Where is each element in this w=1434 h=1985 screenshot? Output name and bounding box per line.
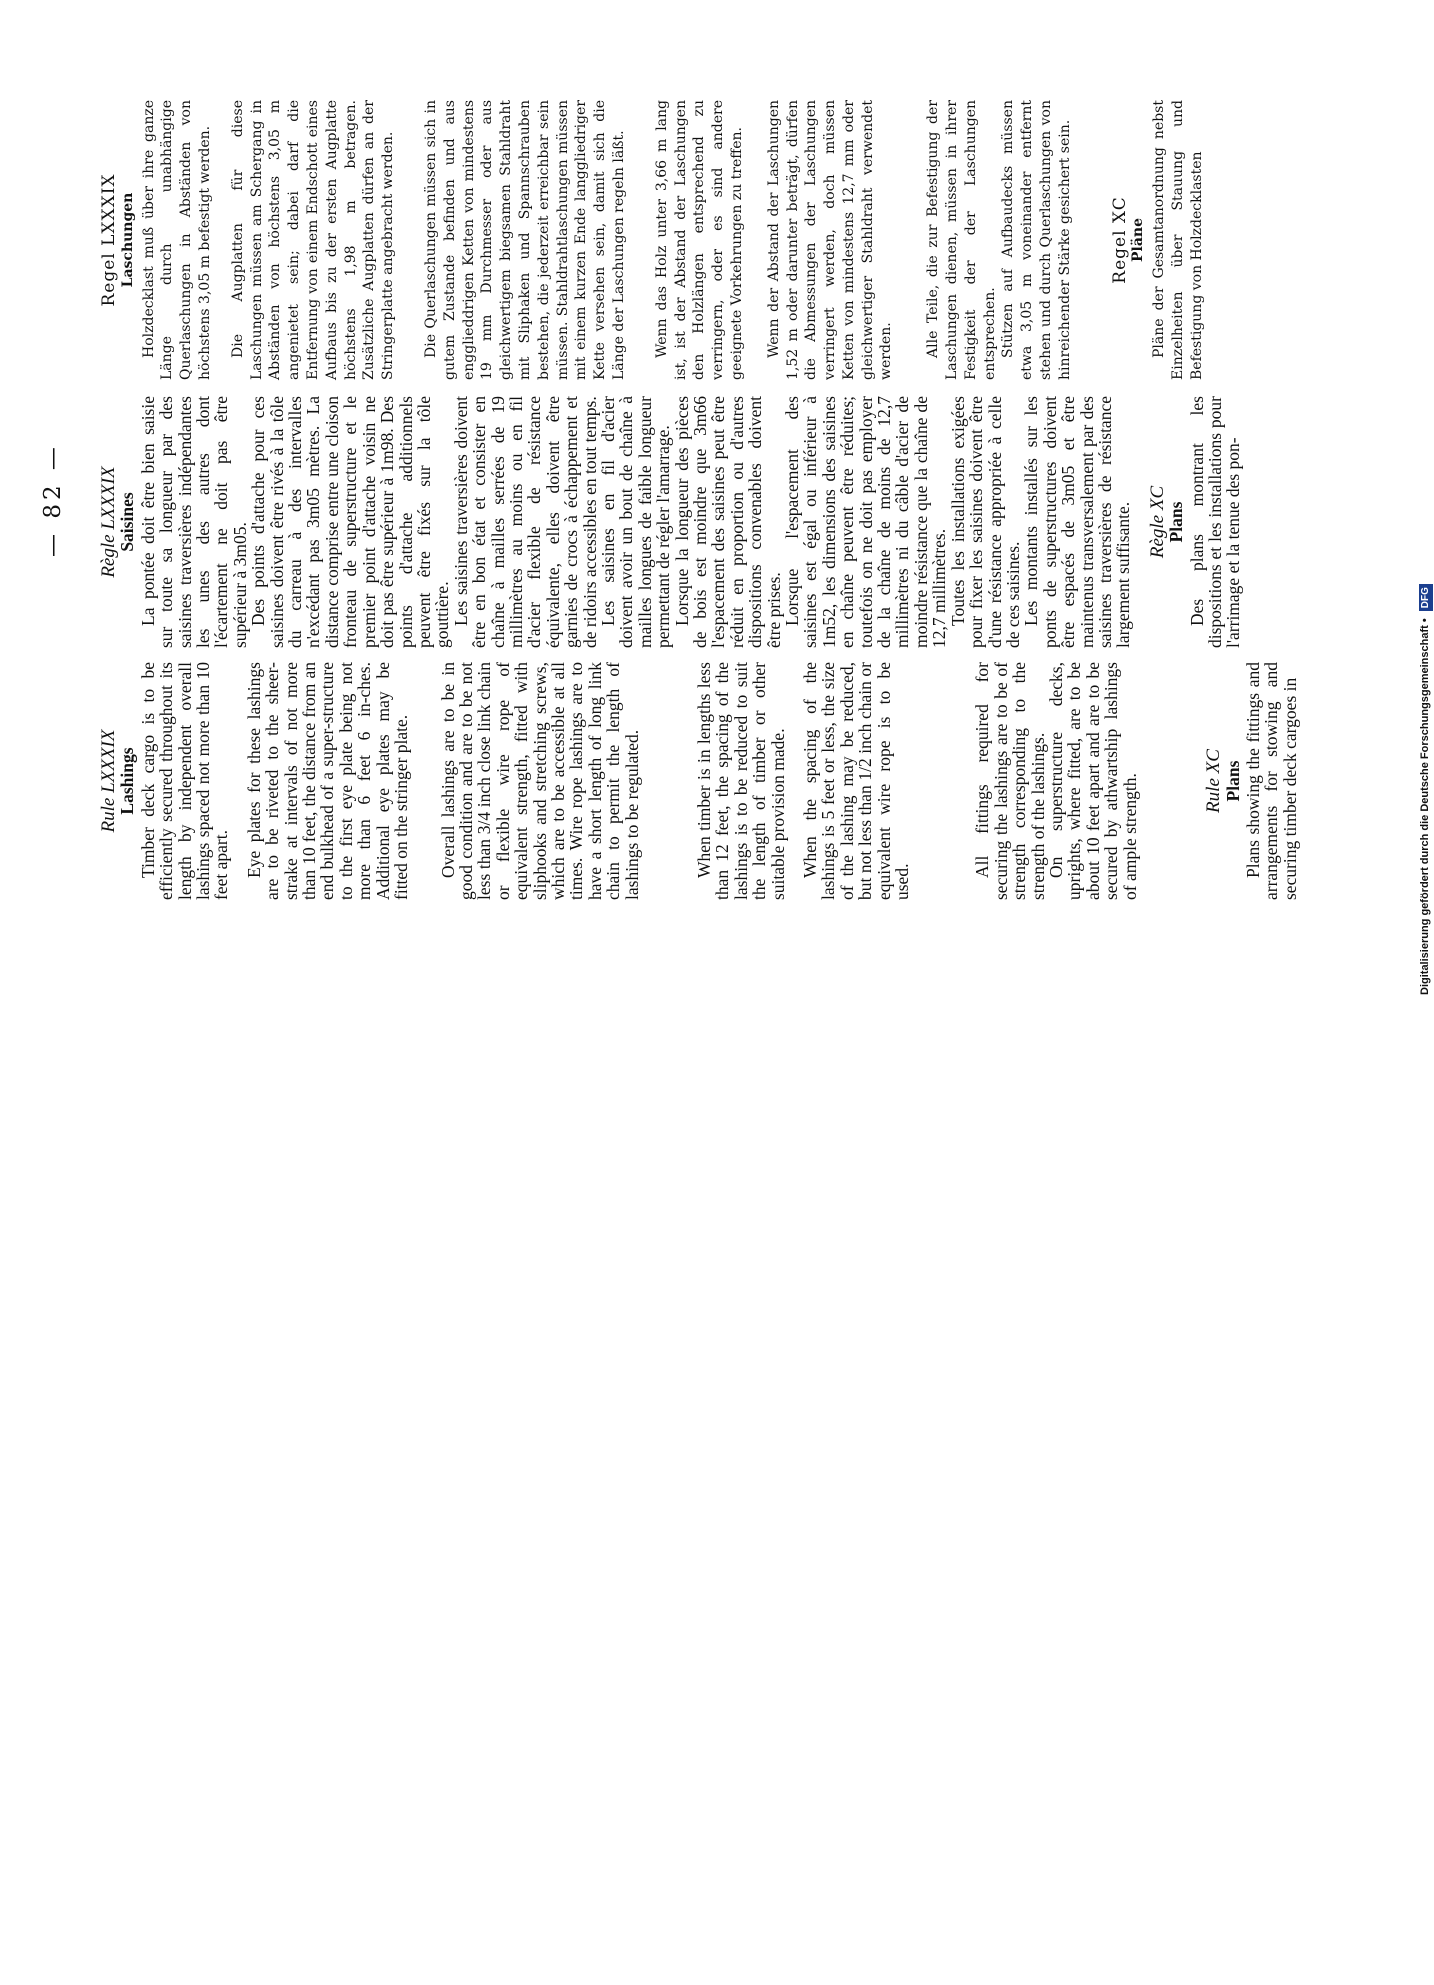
french-paragraph: Les saisines en fil d'acier doivent avoir un bout de chaîne à mailles longues de faible longueur permettant de régler l'amarrage. — [597, 396, 674, 648]
english-paragraph: Timber deck cargo is to be efficiently secured throughout its length by independent overall lashings spaced not more than 10 feet apart. — [137, 662, 232, 900]
french-paragraph: Des points d'attache pour ces saisines doivent être rivés à la tôle du carreau à des intervalles n'excédant pas 3m05 mètres. La distance comprise entre une cloison fronteau de superstructure et le premier point d'attache voisin ne doit pas être supérieur à 1m98. Des points d'attache additionnels peuvent être fixés sur la tôle gouttière. — [248, 396, 453, 648]
english-section-title-2: Plans — [1222, 760, 1243, 802]
french-paragraph: Les montants installés sur les ponts de superstructures doivent être espacés de 3m05 et être maintenus transversalement par des saisines traversières de résistance largement suffisante. — [1021, 396, 1134, 648]
french-rule-heading-2: Règle XC — [1146, 485, 1168, 559]
german-paragraph: Holzdecklast muß über ihre ganze Länge durch unabhängige Querlaschungen in Abständen von höchstens 3,05 m befestigt werden. — [140, 100, 213, 380]
english-paragraph: Plans showing the fittings and arrangements for stowing and securing timber deck cargoes in — [1242, 662, 1300, 900]
page-number: — 82 — — [40, 443, 66, 557]
german-paragraph: Die Augplatten für diese Laschungen müssen am Schergang in Abständen von höchstens 3,05 m angenietet sein; dabei darf die Entfernung von einem Endschott eines Aufbaus bis zu der ersten Augplatte höchstens 1,98 m betragen. Zusätzliche Augplatten dürfen an der Stringerplatte angebracht werden. — [229, 100, 397, 380]
english-paragraph: Overall lashings are to be in good condition and are to be not less than 3/4 inch close link chain or flexible wire rope of equivalent strength, fitted with sliphooks and stretching screws, which are to be accessible at all times. Wire rope lashings are to have a short length of long link chain to permit the length of lashings to be regulated. — [437, 662, 642, 900]
english-column — [100, 662, 1299, 900]
german-paragraph: Wenn der Abstand der Laschungen 1,52 m oder darunter beträgt, dürfen die Abmessungen der Laschungen verringert werden, doch müssen Ketten von mindestens 12,7 mm oder gleichwertiger Stahldraht verwendet werden. — [765, 100, 895, 380]
german-paragraph: Alle Teile, die zur Befestigung der Laschungen dienen, müssen in ihrer Festigkeit der der Laschungen entsprechen. — [925, 100, 998, 380]
german-rule-heading-2: Regel XC — [1109, 196, 1130, 284]
german-paragraph: Wenn das Holz unter 3,66 m lang ist, ist der Abstand der Laschungen den Holzlängen entsprechend zu verringern, oder es sind andere geeignete Vorkehrungen zu treffen. — [653, 100, 745, 380]
english-section-title-1: Lashings — [117, 747, 138, 815]
french-paragraph: La pontée doit être bien saisie sur toute sa longueur par des saisines traversières indépendantes les unes des autres dont l'écartement ne doit pas être supérieur à 3m05. — [137, 396, 250, 648]
german-paragraph: Pläne der Gesamtanordnung nebst Einzelheiten über Stauung und Befestigung von Holzdecklasten — [1151, 100, 1205, 380]
german-paragraph: Die Querlaschungen müssen sich in gutem Zustande befinden und aus engglieddrigen Ketten von mindestens 19 mm Durchmesser oder aus gleichwertigem biegsamen Stahldraht mit Sliphaken und Spannschrauben bestehen, die jederzeit erreichbar sein müssen. Stahldrahtlaschungen müssen mit einem kurzen Ende langgliedriger Kette versehen sein, damit sich die Länge der Laschungen regeln läßt. — [422, 100, 627, 380]
german-paragraph: Stützen auf Aufbaudecks müssen etwa 3,05 m voneinander entfernt stehen und durch Querlaschungen von hinreichender Stärke gesichert sein. — [1000, 100, 1073, 380]
english-rule-heading-2: Rule XC — [1203, 749, 1225, 813]
german-rule-heading-1: Regel LXXXIX — [99, 173, 119, 307]
dfg-logo: DFG — [1419, 584, 1433, 611]
english-paragraph: When the spacing of the lashings is 5 feet or less, the size of the lashing may be reduced, but not less than 1/2 inch chain or equivalent wire rope is to be used. — [800, 662, 913, 900]
french-paragraph: Les saisines traversières doivent être en bon état et consister en chaîne à mailles serrées de 19 millimètres au moins ou en fil d'acier flexible de résistance équivalente, elles doivent être garnies de crocs à échappement et de ridoirs accessibles en tout temps. — [450, 396, 600, 648]
english-paragraph: All fittings required for securing the lashings are to be of strength corresponding to the strength of the lashings. — [972, 662, 1048, 900]
german-column — [100, 100, 1207, 380]
french-column — [100, 396, 1243, 648]
german-section-title-2: Pläne — [1130, 218, 1147, 263]
french-paragraph: Lorsque l'espacement des saisines est égal ou inférieur à 1m52, les dimensions des saisines en chaîne peuvent être réduites; toutefois on ne doit pas employer de la chaîne de moins de 12,7 millimètres ni du câble d'acier de moindre résistance que la chaîne de 12,7 millimètres. — [782, 396, 950, 648]
english-paragraph: Eye plates for these lashings are to be riveted to the sheer-strake at intervals of not more than 10 feet, the distance from an end bulkhead of a super-structure to the first eye plate being not more than 6 feet 6 in-ches. Additional eye plates may be fitted on the stringer plate. — [243, 662, 412, 900]
french-rule-heading-1: Règle LXXXIX — [98, 466, 119, 578]
german-section-title-1: Laschungen — [119, 192, 136, 288]
french-section-title-1: Saisines — [117, 492, 138, 552]
french-paragraph: Lorsque la longueur des pièces de bois est moindre que 3m66 l'espacement des saisines peut être réduit en proportion ou d'autres dispositions convenables doivent être prises. — [671, 396, 784, 648]
english-paragraph: When timber is in lengths less than 12 feet, the spacing of the lashings is to be reduced to suit the length of timber or other suitable provision made. — [693, 662, 788, 900]
french-paragraph: Toutes les installations exigées pour fixer les saisines doivent être d'une résistance appropriée à celle de ces saisines. — [947, 396, 1023, 648]
english-rule-heading-1: Rule LXXXIX — [98, 729, 119, 833]
french-section-title-2: Plans — [1166, 501, 1187, 543]
french-paragraph: Des plans montrant les dispositions et les installations pour l'arrimage et la tenue des pon- — [1186, 396, 1244, 648]
digitization-credit-text: Digitalisierung gefördert durch die Deutsche Forschungsgemeinschaft • — [1419, 618, 1431, 995]
english-paragraph: On superstructure decks, uprights, where fitted, are to be about 10 feet apart and are to be secured by athwartship lashings of ample strength. — [1046, 662, 1140, 900]
digitization-credit — [1418, 587, 1434, 1985]
